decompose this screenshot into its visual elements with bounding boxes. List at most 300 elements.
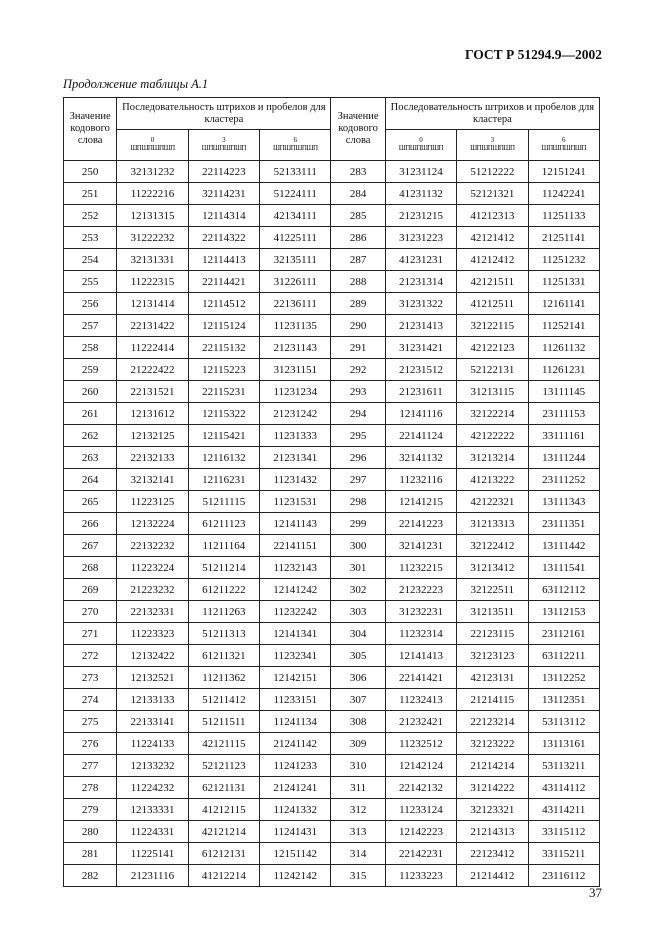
cluster-label: 6 (293, 136, 298, 144)
bar-sequence-cell: 21241241 (260, 777, 331, 799)
bar-sequence-cell: 11251232 (528, 249, 599, 271)
codeword-value-cell: 293 (331, 381, 385, 403)
table-row (64, 315, 600, 337)
codeword-value-cell: 305 (331, 645, 385, 667)
bar-sequence-cell: 21231116 (117, 865, 188, 887)
bar-sequence-cell: 12131612 (117, 403, 188, 425)
bar-sequence-cell: 11261132 (528, 337, 599, 359)
codeword-value-cell: 278 (64, 777, 117, 799)
bar-sequence-cell: 11223224 (117, 557, 188, 579)
bar-sequence-cell: 12131414 (117, 293, 188, 315)
bar-sequence-cell: 42134111 (260, 205, 331, 227)
bar-sequence-cell: 11241233 (260, 755, 331, 777)
bar-sequence-cell: 21232421 (385, 711, 456, 733)
codeword-value-cell: 308 (331, 711, 385, 733)
bar-sequence-cell: 51211214 (188, 557, 259, 579)
codeword-value-cell: 283 (331, 161, 385, 183)
bar-sequence-cell: 11233223 (385, 865, 456, 887)
bar-sequence-cell: 11232242 (260, 601, 331, 623)
bar-sequence-cell: 11232143 (260, 557, 331, 579)
bar-sequence-cell: 21231143 (260, 337, 331, 359)
codeword-value-cell: 315 (331, 865, 385, 887)
table-row (64, 249, 600, 271)
bar-sequence-cell: 11232314 (385, 623, 456, 645)
table-row (64, 557, 600, 579)
cluster-label: 6 (562, 136, 566, 144)
bar-sequence-cell: 13111244 (528, 447, 599, 469)
codeword-value-cell: 309 (331, 733, 385, 755)
bar-sequence-cell: 51211115 (188, 491, 259, 513)
table-row (64, 469, 600, 491)
bar-sequence-cell: 11223125 (117, 491, 188, 513)
codeword-value-cell: 258 (64, 337, 117, 359)
bar-pattern-glyph: ШПШПШПШП (541, 144, 586, 152)
codeword-value-cell: 267 (64, 535, 117, 557)
codeword-value-cell: 287 (331, 249, 385, 271)
bar-sequence-cell: 11242241 (528, 183, 599, 205)
bar-sequence-cell: 22131521 (117, 381, 188, 403)
bar-sequence-cell: 11242142 (260, 865, 331, 887)
bar-sequence-cell: 42121214 (188, 821, 259, 843)
bar-sequence-cell: 22114421 (188, 271, 259, 293)
bar-sequence-cell: 52133111 (260, 161, 331, 183)
bar-sequence-cell: 21231215 (385, 205, 456, 227)
bar-sequence-cell: 12141242 (260, 579, 331, 601)
bar-sequence-cell: 61211222 (188, 579, 259, 601)
bar-sequence-cell: 11223323 (117, 623, 188, 645)
bar-sequence-cell: 22141223 (385, 513, 456, 535)
codeword-value-cell: 313 (331, 821, 385, 843)
bar-sequence-cell: 12115124 (188, 315, 259, 337)
cluster-label: 3 (222, 136, 226, 144)
bar-sequence-cell: 22133141 (117, 711, 188, 733)
bar-sequence-cell: 12141215 (385, 491, 456, 513)
bar-sequence-cell: 41212115 (188, 799, 259, 821)
bar-sequence-cell: 32122412 (457, 535, 528, 557)
bar-sequence-cell: 12141341 (260, 623, 331, 645)
bar-sequence-cell: 23111252 (528, 469, 599, 491)
table-row (64, 579, 600, 601)
value-column-header: Значение кодового слова (64, 98, 117, 161)
bar-sequence-cell: 32131232 (117, 161, 188, 183)
bar-sequence-cell: 51211511 (188, 711, 259, 733)
bar-sequence-cell: 21231413 (385, 315, 456, 337)
codeword-value-cell: 292 (331, 359, 385, 381)
bar-sequence-cell: 42121511 (457, 271, 528, 293)
document-id: ГОСТ Р 51294.9—2002 (464, 47, 602, 62)
bar-sequence-cell: 22114322 (188, 227, 259, 249)
codeword-value-cell: 296 (331, 447, 385, 469)
codeword-value-cell: 312 (331, 799, 385, 821)
table-row (64, 799, 600, 821)
bar-pattern-glyph: ШПШПШПШП (130, 144, 175, 152)
codeword-value-cell: 288 (331, 271, 385, 293)
table-row (64, 755, 600, 777)
table-row (64, 293, 600, 315)
codeword-value-cell: 269 (64, 579, 117, 601)
bar-sequence-cell: 32131331 (117, 249, 188, 271)
bar-sequence-cell: 32122214 (457, 403, 528, 425)
bar-sequence-cell: 11232341 (260, 645, 331, 667)
bar-sequence-cell: 21251141 (528, 227, 599, 249)
cluster-header (260, 130, 331, 161)
bar-sequence-cell: 21222422 (117, 359, 188, 381)
codeword-value-cell: 314 (331, 843, 385, 865)
codeword-value-cell: 262 (64, 425, 117, 447)
bar-sequence-cell: 12141413 (385, 645, 456, 667)
codeword-value-cell: 304 (331, 623, 385, 645)
bar-sequence-cell: 11224133 (117, 733, 188, 755)
bar-sequence-cell: 11231432 (260, 469, 331, 491)
bar-sequence-cell: 12133133 (117, 689, 188, 711)
table-row (64, 359, 600, 381)
codeword-value-cell: 282 (64, 865, 117, 887)
cluster-label: 0 (150, 136, 155, 144)
bar-sequence-cell: 41225111 (260, 227, 331, 249)
bar-sequence-cell: 12151241 (528, 161, 599, 183)
table-row (64, 271, 600, 293)
codeword-value-cell: 277 (64, 755, 117, 777)
bar-sequence-cell: 42122222 (457, 425, 528, 447)
bar-sequence-cell: 31213115 (457, 381, 528, 403)
bar-sequence-cell: 11231135 (260, 315, 331, 337)
table-caption: Продолжение таблицы А.1 (63, 77, 209, 91)
bar-sequence-cell: 21231314 (385, 271, 456, 293)
codeword-value-cell: 271 (64, 623, 117, 645)
bar-sequence-cell: 22141124 (385, 425, 456, 447)
bar-sequence-cell: 11232215 (385, 557, 456, 579)
table-row (64, 535, 600, 557)
bar-sequence-cell: 31213214 (457, 447, 528, 469)
bar-sequence-cell: 22136111 (260, 293, 331, 315)
bar-sequence-cell: 12114512 (188, 293, 259, 315)
sequence-column-header: Последовательность штрихов и пробелов для кластера (117, 98, 331, 130)
bar-sequence-cell: 21223232 (117, 579, 188, 601)
bar-sequence-cell: 22132232 (117, 535, 188, 557)
value-column-header: Значение кодового слова (331, 98, 385, 161)
bar-sequence-cell: 32123123 (457, 645, 528, 667)
codeword-value-cell: 275 (64, 711, 117, 733)
bar-sequence-cell: 12131315 (117, 205, 188, 227)
bar-sequence-cell: 22142231 (385, 843, 456, 865)
cluster-header (528, 130, 599, 161)
bar-pattern-glyph: ШПШПШПШП (201, 144, 247, 152)
table-row (64, 337, 600, 359)
bar-sequence-cell: 33115112 (528, 821, 599, 843)
bar-sequence-cell: 21231341 (260, 447, 331, 469)
bar-sequence-cell: 11241431 (260, 821, 331, 843)
codeword-value-cell: 290 (331, 315, 385, 337)
table-row (64, 645, 600, 667)
table-body (64, 161, 600, 887)
bar-sequence-cell: 11231234 (260, 381, 331, 403)
bar-sequence-cell: 41212511 (457, 293, 528, 315)
bar-sequence-cell: 31226111 (260, 271, 331, 293)
bar-sequence-cell: 41231132 (385, 183, 456, 205)
bar-sequence-cell: 31231124 (385, 161, 456, 183)
cluster-header (117, 130, 188, 161)
bar-sequence-cell: 32132141 (117, 469, 188, 491)
bar-sequence-cell: 11251331 (528, 271, 599, 293)
bar-sequence-cell: 61211123 (188, 513, 259, 535)
bar-sequence-cell: 22131422 (117, 315, 188, 337)
codeword-value-cell: 253 (64, 227, 117, 249)
bar-sequence-cell: 22132133 (117, 447, 188, 469)
codeword-value-cell: 279 (64, 799, 117, 821)
bar-sequence-cell: 21231512 (385, 359, 456, 381)
bar-sequence-cell: 32123321 (457, 799, 528, 821)
bar-sequence-cell: 12141143 (260, 513, 331, 535)
bar-sequence-cell: 11241332 (260, 799, 331, 821)
bar-sequence-cell: 12114314 (188, 205, 259, 227)
codeword-value-cell: 261 (64, 403, 117, 425)
bar-sequence-cell: 23111351 (528, 513, 599, 535)
codeword-value-cell: 250 (64, 161, 117, 183)
bar-sequence-cell: 11232116 (385, 469, 456, 491)
bar-sequence-cell: 51211412 (188, 689, 259, 711)
bar-sequence-cell: 11231531 (260, 491, 331, 513)
codeword-value-cell: 303 (331, 601, 385, 623)
bar-sequence-cell: 12115322 (188, 403, 259, 425)
bar-sequence-cell: 32135111 (260, 249, 331, 271)
bar-sequence-cell: 13112153 (528, 601, 599, 623)
bar-sequence-cell: 11225141 (117, 843, 188, 865)
bar-sequence-cell: 62121131 (188, 777, 259, 799)
bar-sequence-cell: 61212131 (188, 843, 259, 865)
bar-sequence-cell: 12151142 (260, 843, 331, 865)
codeword-value-cell: 307 (331, 689, 385, 711)
table-row (64, 777, 600, 799)
cluster-header (188, 130, 259, 161)
bar-sequence-cell: 33115211 (528, 843, 599, 865)
bar-sequence-cell: 11222315 (117, 271, 188, 293)
bar-sequence-cell: 12142223 (385, 821, 456, 843)
bar-sequence-cell: 11211263 (188, 601, 259, 623)
codeword-value-cell: 281 (64, 843, 117, 865)
code-table (63, 97, 600, 887)
bar-sequence-cell: 41231231 (385, 249, 456, 271)
bar-sequence-cell: 31231151 (260, 359, 331, 381)
codeword-value-cell: 268 (64, 557, 117, 579)
table-row (64, 513, 600, 535)
table-row (64, 821, 600, 843)
bar-sequence-cell: 13112252 (528, 667, 599, 689)
bar-sequence-cell: 31222232 (117, 227, 188, 249)
codeword-value-cell: 276 (64, 733, 117, 755)
header-row (64, 98, 600, 130)
codeword-value-cell: 300 (331, 535, 385, 557)
bar-sequence-cell: 11233151 (260, 689, 331, 711)
bar-sequence-cell: 32122115 (457, 315, 528, 337)
bar-sequence-cell: 51224111 (260, 183, 331, 205)
bar-sequence-cell: 11241134 (260, 711, 331, 733)
codeword-value-cell: 259 (64, 359, 117, 381)
codeword-value-cell: 298 (331, 491, 385, 513)
bar-sequence-cell: 12142151 (260, 667, 331, 689)
bar-sequence-cell: 13111343 (528, 491, 599, 513)
bar-sequence-cell: 43114211 (528, 799, 599, 821)
bar-sequence-cell: 11224232 (117, 777, 188, 799)
codeword-value-cell: 270 (64, 601, 117, 623)
bar-sequence-cell: 22123214 (457, 711, 528, 733)
codeword-value-cell: 252 (64, 205, 117, 227)
bar-sequence-cell: 21214115 (457, 689, 528, 711)
cluster-header (457, 130, 528, 161)
bar-sequence-cell: 11252141 (528, 315, 599, 337)
bar-sequence-cell: 42123131 (457, 667, 528, 689)
codeword-value-cell: 251 (64, 183, 117, 205)
bar-sequence-cell: 23111153 (528, 403, 599, 425)
bar-sequence-cell: 32123222 (457, 733, 528, 755)
sequence-column-header: Последовательность штрихов и пробелов для кластера (385, 98, 599, 130)
codeword-value-cell: 260 (64, 381, 117, 403)
bar-sequence-cell: 53113211 (528, 755, 599, 777)
bar-sequence-cell: 11251133 (528, 205, 599, 227)
bar-sequence-cell: 12114413 (188, 249, 259, 271)
bar-sequence-cell: 11222216 (117, 183, 188, 205)
bar-sequence-cell: 11224331 (117, 821, 188, 843)
bar-sequence-cell: 22114223 (188, 161, 259, 183)
bar-sequence-cell: 52121123 (188, 755, 259, 777)
bar-sequence-cell: 22123412 (457, 843, 528, 865)
codeword-value-cell: 301 (331, 557, 385, 579)
bar-sequence-cell: 23116112 (528, 865, 599, 887)
bar-sequence-cell: 42121412 (457, 227, 528, 249)
table-row (64, 601, 600, 623)
codeword-value-cell: 255 (64, 271, 117, 293)
codeword-value-cell: 256 (64, 293, 117, 315)
bar-sequence-cell: 32141231 (385, 535, 456, 557)
codeword-value-cell: 265 (64, 491, 117, 513)
table-row (64, 667, 600, 689)
bar-sequence-cell: 32141132 (385, 447, 456, 469)
table-row (64, 227, 600, 249)
codeword-value-cell: 306 (331, 667, 385, 689)
bar-sequence-cell: 22123115 (457, 623, 528, 645)
table-row (64, 205, 600, 227)
bar-sequence-cell: 11231333 (260, 425, 331, 447)
bar-sequence-cell: 12115223 (188, 359, 259, 381)
table-row (64, 843, 600, 865)
bar-sequence-cell: 22115132 (188, 337, 259, 359)
bar-sequence-cell: 12116132 (188, 447, 259, 469)
bar-sequence-cell: 13113161 (528, 733, 599, 755)
codeword-value-cell: 266 (64, 513, 117, 535)
codeword-value-cell: 264 (64, 469, 117, 491)
bar-pattern-glyph: ШПШПШПШП (470, 144, 515, 152)
bar-sequence-cell: 12133331 (117, 799, 188, 821)
bar-sequence-cell: 42122321 (457, 491, 528, 513)
cluster-label: 0 (419, 136, 423, 144)
bar-sequence-cell: 12116231 (188, 469, 259, 491)
table-row (64, 381, 600, 403)
codeword-value-cell: 302 (331, 579, 385, 601)
bar-sequence-cell: 21232223 (385, 579, 456, 601)
bar-sequence-cell: 32122511 (457, 579, 528, 601)
bar-sequence-cell: 11232512 (385, 733, 456, 755)
bar-pattern-glyph: ШПШПШПШП (273, 144, 318, 152)
bar-sequence-cell: 31231421 (385, 337, 456, 359)
bar-sequence-cell: 22115231 (188, 381, 259, 403)
bar-sequence-cell: 11211164 (188, 535, 259, 557)
table-row (64, 491, 600, 513)
codeword-value-cell: 273 (64, 667, 117, 689)
bar-sequence-cell: 41212313 (457, 205, 528, 227)
cluster-header (385, 130, 456, 161)
codeword-value-cell: 299 (331, 513, 385, 535)
bar-sequence-cell: 33111161 (528, 425, 599, 447)
bar-sequence-cell: 41212412 (457, 249, 528, 271)
bar-sequence-cell: 11233124 (385, 799, 456, 821)
bar-sequence-cell: 22142132 (385, 777, 456, 799)
bar-sequence-cell: 21241142 (260, 733, 331, 755)
bar-sequence-cell: 12132224 (117, 513, 188, 535)
codeword-value-cell: 257 (64, 315, 117, 337)
bar-sequence-cell: 12132521 (117, 667, 188, 689)
codeword-value-cell: 310 (331, 755, 385, 777)
bar-sequence-cell: 12141116 (385, 403, 456, 425)
codeword-value-cell: 311 (331, 777, 385, 799)
table-row (64, 623, 600, 645)
codeword-value-cell: 280 (64, 821, 117, 843)
bar-sequence-cell: 13111541 (528, 557, 599, 579)
bar-sequence-cell: 12161141 (528, 293, 599, 315)
bar-sequence-cell: 21214412 (457, 865, 528, 887)
bar-sequence-cell: 21214313 (457, 821, 528, 843)
table-row (64, 403, 600, 425)
codeword-value-cell: 286 (331, 227, 385, 249)
bar-sequence-cell: 12132125 (117, 425, 188, 447)
bar-sequence-cell: 51211313 (188, 623, 259, 645)
table-row (64, 425, 600, 447)
bar-sequence-cell: 12132422 (117, 645, 188, 667)
codeword-value-cell: 272 (64, 645, 117, 667)
bar-sequence-cell: 11211362 (188, 667, 259, 689)
bar-sequence-cell: 31213511 (457, 601, 528, 623)
cluster-label: 3 (490, 136, 495, 144)
bar-sequence-cell: 41212214 (188, 865, 259, 887)
codeword-value-cell: 294 (331, 403, 385, 425)
bar-sequence-cell: 52121321 (457, 183, 528, 205)
bar-sequence-cell: 31231223 (385, 227, 456, 249)
bar-sequence-cell: 31213412 (457, 557, 528, 579)
bar-sequence-cell: 12142124 (385, 755, 456, 777)
bar-sequence-cell: 31232231 (385, 601, 456, 623)
codeword-value-cell: 284 (331, 183, 385, 205)
codeword-value-cell: 295 (331, 425, 385, 447)
codeword-value-cell: 274 (64, 689, 117, 711)
table-row (64, 865, 600, 887)
bar-sequence-cell: 63112112 (528, 579, 599, 601)
codeword-value-cell: 285 (331, 205, 385, 227)
bar-sequence-cell: 42121115 (188, 733, 259, 755)
bar-sequence-cell: 21214214 (457, 755, 528, 777)
bar-sequence-cell: 53113112 (528, 711, 599, 733)
bar-sequence-cell: 31214222 (457, 777, 528, 799)
bar-sequence-cell: 12115421 (188, 425, 259, 447)
bar-sequence-cell: 11222414 (117, 337, 188, 359)
codeword-value-cell: 289 (331, 293, 385, 315)
bar-sequence-cell: 13111145 (528, 381, 599, 403)
bar-sequence-cell: 32114231 (188, 183, 259, 205)
table-row (64, 711, 600, 733)
bar-sequence-cell: 22141151 (260, 535, 331, 557)
bar-sequence-cell: 41213222 (457, 469, 528, 491)
codeword-value-cell: 263 (64, 447, 117, 469)
table-row (64, 689, 600, 711)
bar-sequence-cell: 31231322 (385, 293, 456, 315)
codeword-value-cell: 297 (331, 469, 385, 491)
